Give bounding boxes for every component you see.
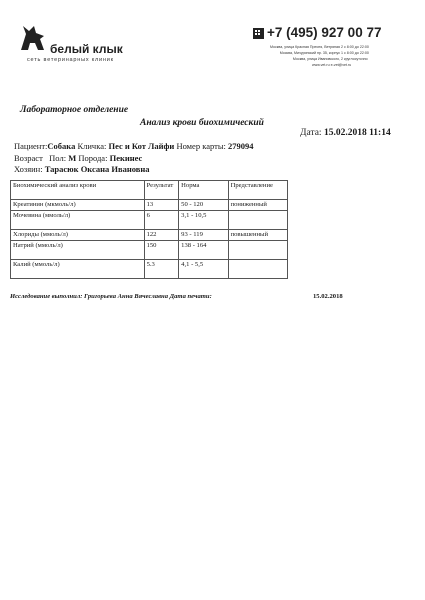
phone-icon [253,28,264,39]
owner-label: Хозяин: [14,164,43,174]
norm-cell: 93 - 119 [179,230,228,241]
norm-cell: 138 - 164 [179,241,228,260]
header-cell: Норма [179,181,228,200]
patient-value: Собака [47,141,76,151]
owner-value: Тарасюк Оксана Ивановна [44,164,150,174]
result-cell: 150 [144,241,179,260]
brand-subtitle: сеть ветеринарных клиник [27,57,114,63]
print-date: 15.02.2018 [313,293,343,300]
age-sex-breed-line [14,153,142,163]
hours-line: с 8:00 до 22:00 [344,51,369,55]
address-line: Москва, улица Красная Пресня, Ветряная 2 [269,45,343,49]
address-line: Москва, Мичуринский пр. 35, корпус 1 [279,51,343,55]
owner-line [14,164,150,174]
nickname-value: Пес и Кот Лайфи [108,141,175,151]
document-date [300,128,391,138]
norm-cell: 50 - 120 [179,200,228,211]
department-title: Лабораторное отделение [20,105,129,115]
nickname-label: Кличка: [77,141,107,151]
date-label: Дата: [300,128,322,138]
phone-number: +7 (495) 927 00 77 [267,25,382,40]
table-row [11,241,288,260]
brand-name: белый клык [50,42,123,56]
test-name-cell: Креатинин (мкмоль/л) [11,200,145,211]
result-cell: 6 [144,211,179,230]
results-table [10,180,288,279]
norm-cell: 3,1 - 10,5 [179,211,228,230]
test-name-cell: Мочевина (ммоль/л) [11,211,145,230]
test-name-cell: Хлориды (ммоль/л) [11,230,145,241]
header-cell: Биохимический анализ крови [11,181,145,200]
note-cell [228,260,287,279]
analysis-title: Анализ крови биохимический [140,118,264,128]
table-row [11,230,288,241]
card-value: 279094 [228,141,254,151]
address-line: Москва, улица Ивановского, 2 [292,57,343,61]
performed-by: Исследование выполнил: Григорьева Анна Вячеславна Дата печати: [10,293,212,300]
norm-cell: 4,1 - 5,5 [179,260,228,279]
result-cell: 5.3 [144,260,179,279]
note-cell: пониженный [228,200,287,211]
website-email: www.vet.ru e-vet@vet.ru [312,63,352,67]
table-row [11,211,288,230]
table-row [11,200,288,211]
hours-line: с 8:00 до 22:00 [344,45,369,49]
test-name-cell: Натрий (ммоль/л) [11,241,145,260]
table-header-row [11,181,288,200]
sex-value: М [68,153,77,163]
age-label: Возраст [14,153,43,163]
patient-line [14,141,254,151]
note-cell [228,211,287,230]
result-cell: 13 [144,200,179,211]
header-cell: Представление [228,181,287,200]
result-cell: 122 [144,230,179,241]
note-cell [228,241,287,260]
date-value: 15.02.2018 11:14 [323,128,391,138]
hours-line: круглосуточно [344,57,368,61]
test-name-cell: Калий (ммоль/л) [11,260,145,279]
breed-label: Порода: [78,153,108,163]
header-cell: Результат [144,181,179,200]
card-label: Номер карты: [176,141,226,151]
note-cell: повышенный [228,230,287,241]
patient-label: Пациент: [14,141,48,151]
table-row [11,260,288,279]
sex-label: Пол: [49,153,67,163]
breed-value: Пекинес [109,153,143,163]
wolf-logo-icon [18,22,48,52]
